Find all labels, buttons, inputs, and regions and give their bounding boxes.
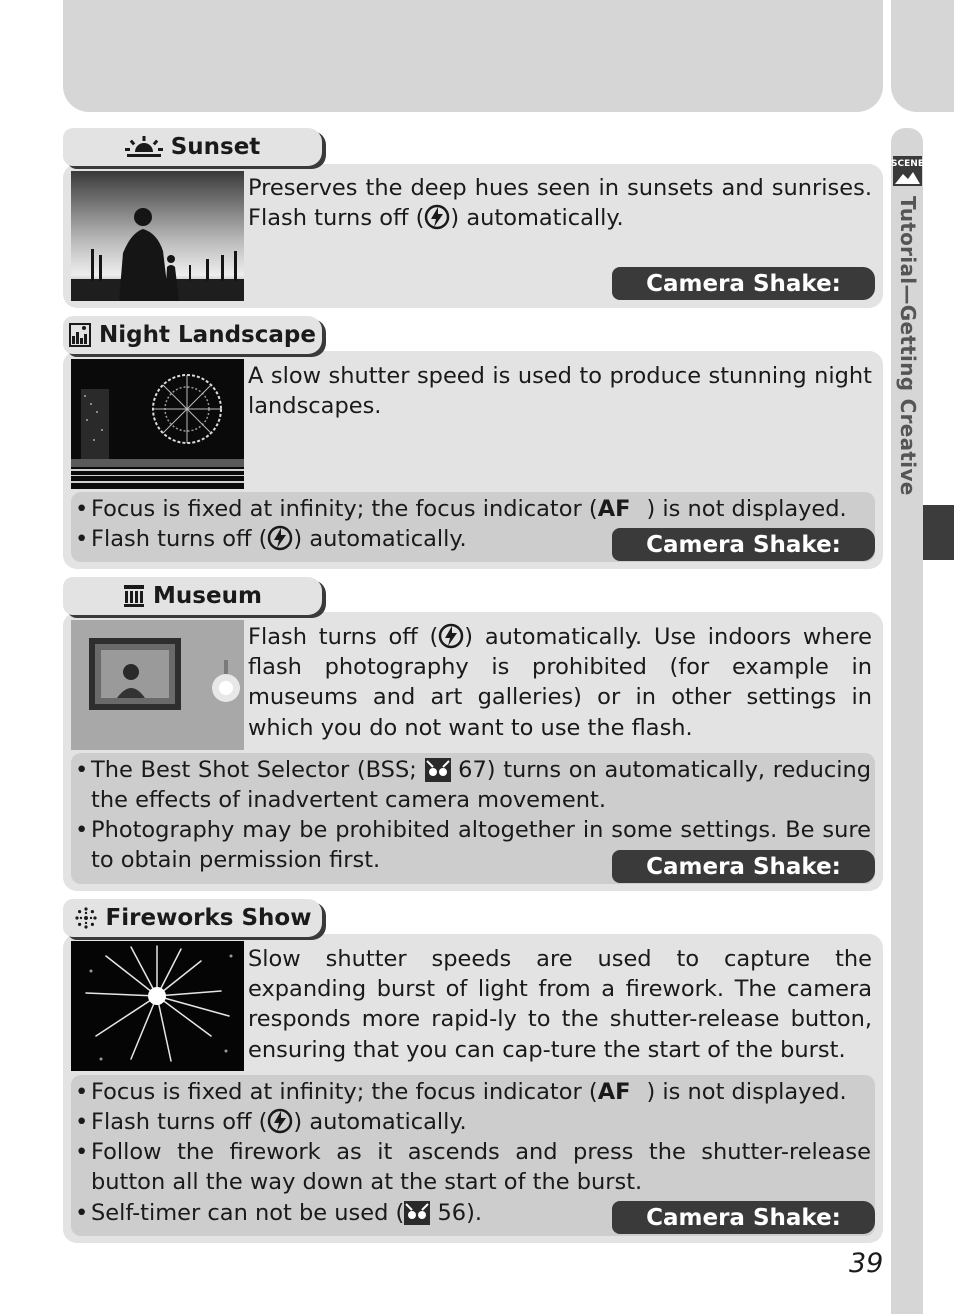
page-reference-icon: [404, 1201, 430, 1225]
fireworks-note-follow: • Follow the firework as it ascends and press the shutter-release button all the way down at the start of the burst.: [75, 1137, 871, 1197]
fireworks-icon: [74, 906, 98, 930]
sunset-tab: [63, 128, 322, 166]
sunset-icon: [125, 135, 163, 159]
museum-title: Museum: [153, 583, 262, 609]
night-note-focus: • Focus is fixed at infinity; the focus indicator (AF ) is not displayed.: [75, 494, 871, 524]
night-landscape-title: Night Landscape: [99, 322, 316, 348]
fireworks-photo: [71, 941, 244, 1071]
museum-note-bss: • The Best Shot Selector (BSS; 67) turns on automatically, reducing the effects of inadvertent camera movement.: [75, 755, 871, 815]
fireworks-description: Slow shutter speeds are used to capture the expanding burst of light from a firework. The camera responds more rapid-ly to the shutter-release button, ensuring that you can cap-ture the start of the burst.: [248, 946, 872, 1063]
fireworks-tab: [63, 899, 322, 937]
top-banner: [63, 0, 883, 112]
flash-off-icon: [424, 204, 450, 230]
sunset-description: Preserves the deep hues seen in sunsets and sunrises. Flash turns off ( ) automatically.: [248, 175, 872, 232]
night-landscape-photo: [71, 359, 244, 489]
museum-description: Flash turns off ( ) automatically. Use indoors where flash photography is prohibited (for example in museums and art galleries) or in other settings in which you do not want to use the flash.: [248, 624, 872, 741]
fireworks-note-self-timer: • Self-timer can not be used ( 56).: [75, 1198, 871, 1228]
night-landscape-tab: [63, 316, 322, 354]
museum-icon: [123, 584, 145, 608]
night-camera-shake-label: Camera Shake:: [612, 528, 875, 561]
chapter-label: Tutorial—Getting Creative: [896, 196, 920, 496]
museum-photo: [71, 620, 244, 750]
fireworks-note-focus: • Focus is fixed at infinity; the focus indicator (AF ) is not displayed.: [75, 1077, 871, 1107]
sunset-photo: [71, 171, 244, 301]
fireworks-note-flash: • Flash turns off ( ) automatically.: [75, 1107, 871, 1137]
page-reference-icon: [425, 758, 451, 782]
sunset-title: Sunset: [170, 134, 261, 160]
side-thumb-marker: [923, 505, 954, 560]
museum-camera-shake-label: Camera Shake:: [612, 850, 875, 883]
flash-off-icon: [267, 525, 293, 551]
fireworks-camera-shake-label: Camera Shake:: [612, 1201, 875, 1234]
sunset-camera-shake-label: Camera Shake:: [612, 267, 875, 300]
flash-off-icon: [438, 623, 464, 649]
top-right-tab: [891, 0, 954, 112]
night-landscape-icon: [69, 323, 91, 347]
scene-mode-icon: [893, 156, 922, 186]
museum-note-permission: • Photography may be prohibited altogether in some settings. Be sure to obtain permission first.: [75, 815, 871, 875]
night-landscape-description: A slow shutter speed is used to produce stunning night landscapes.: [248, 363, 872, 420]
fireworks-title: Fireworks Show: [105, 905, 312, 931]
night-note-flash: • Flash turns off ( ) automatically.: [75, 524, 871, 554]
museum-tab: [63, 577, 322, 615]
flash-off-icon: [267, 1108, 293, 1134]
page-number: 39: [849, 1248, 884, 1279]
svg-text:SCENE: SCENE: [891, 159, 924, 169]
